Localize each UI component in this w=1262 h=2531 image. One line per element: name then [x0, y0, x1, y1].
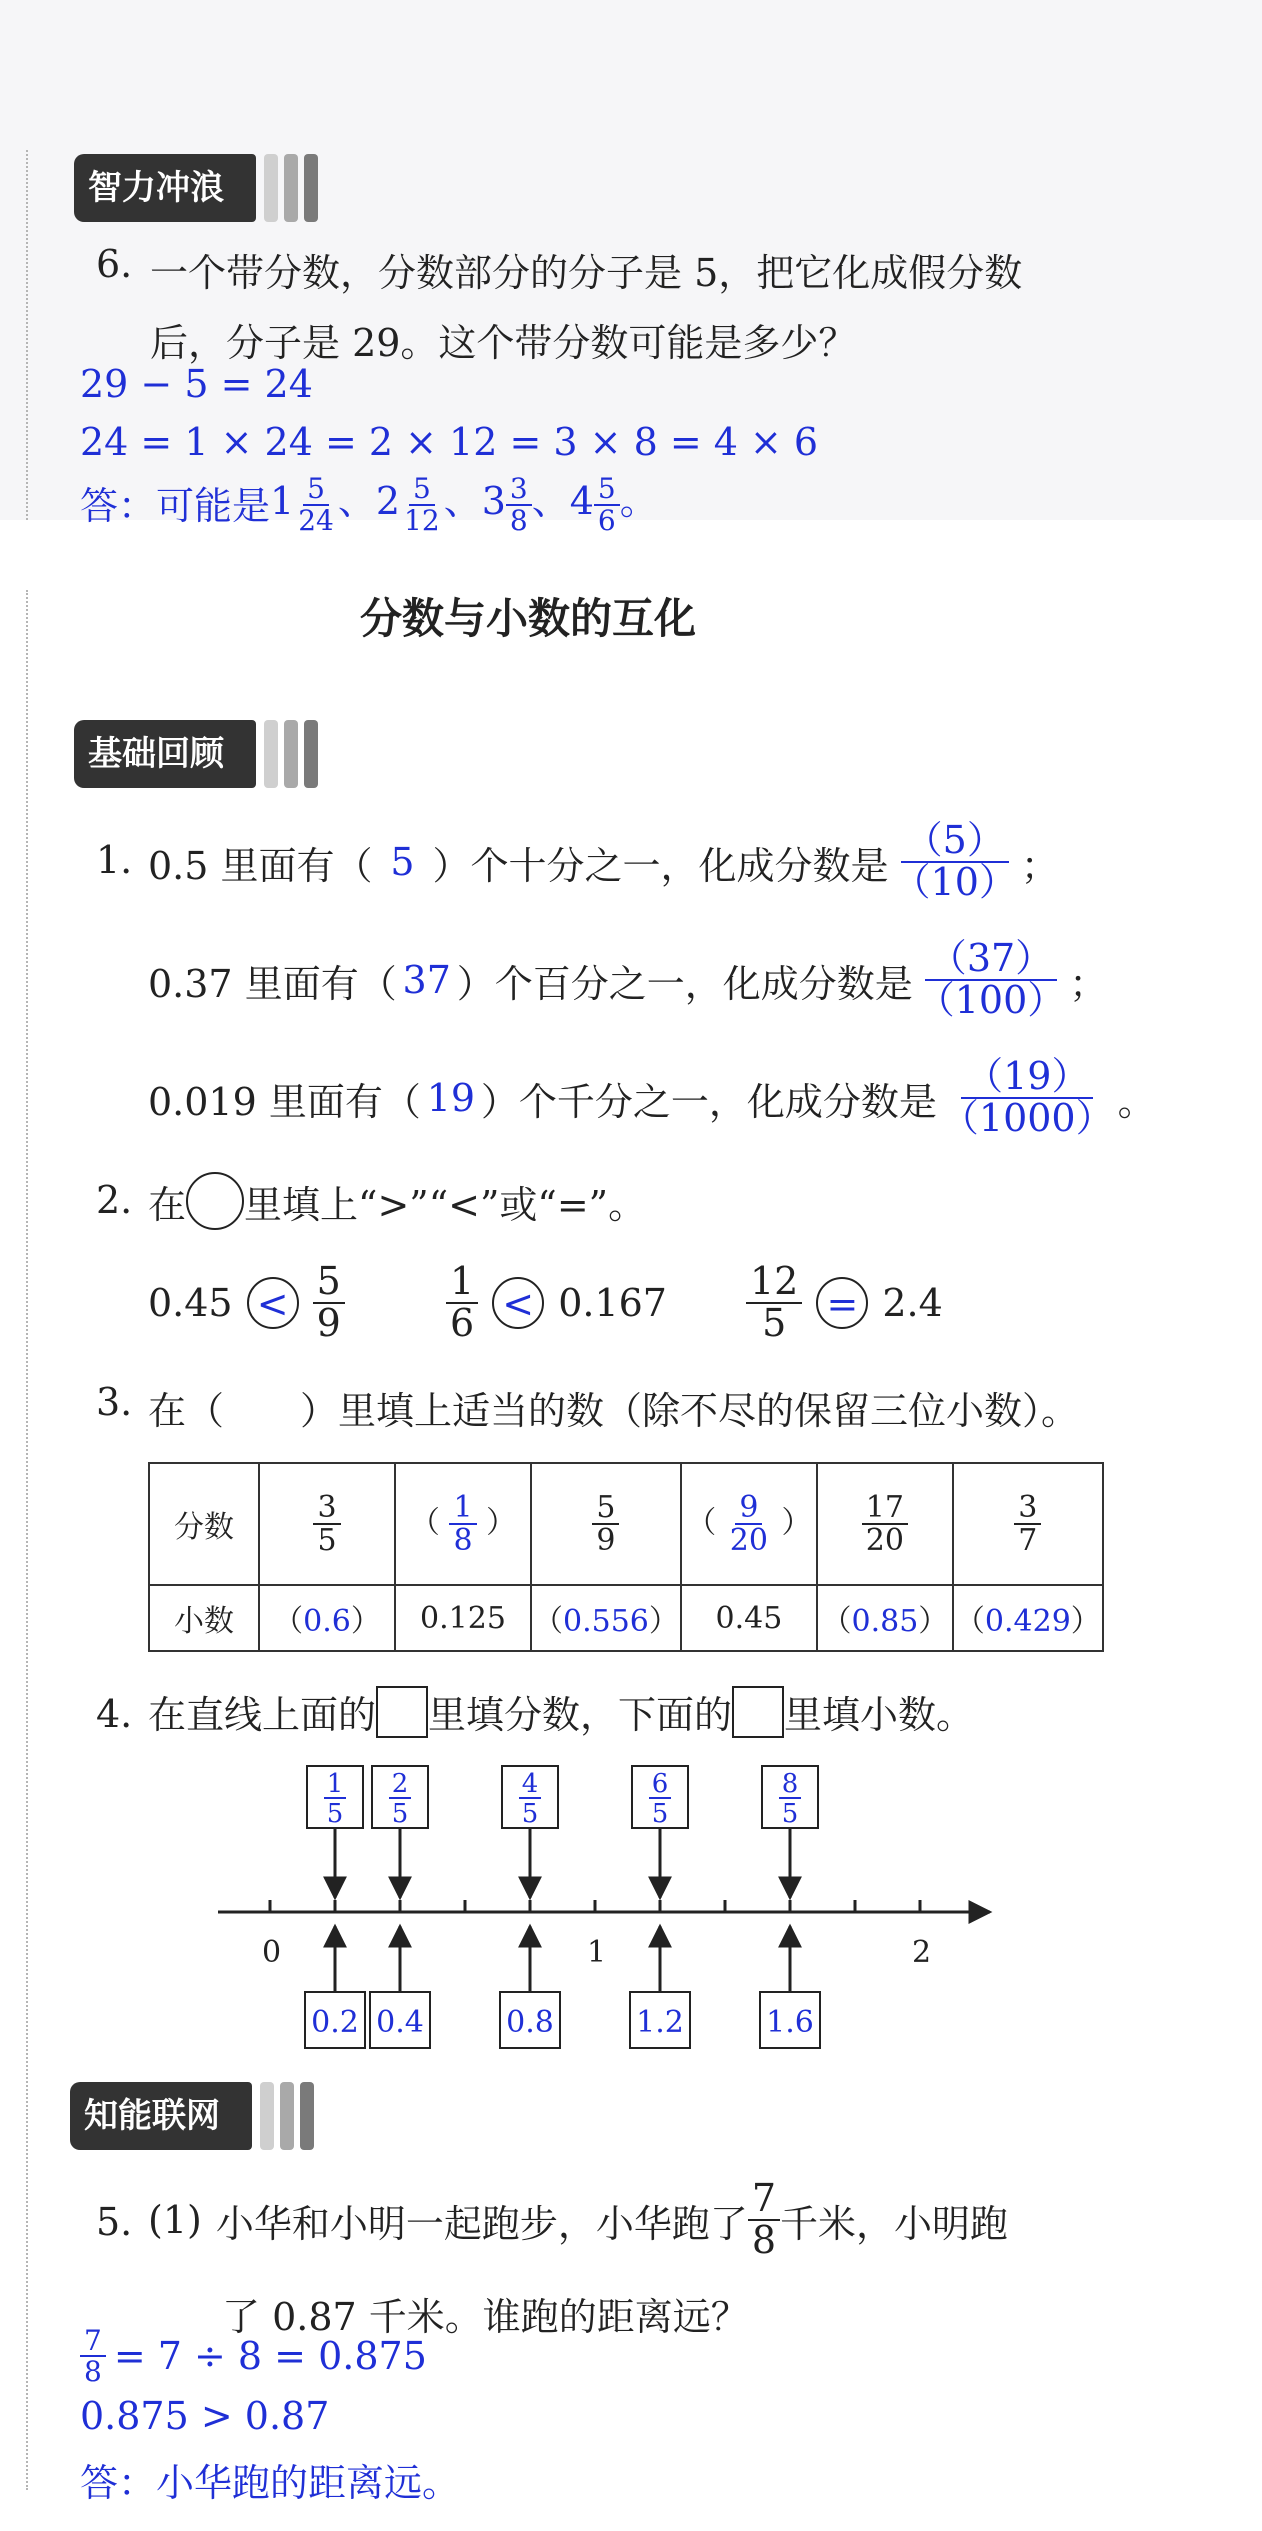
- table-row: [149, 1463, 1103, 1585]
- lesson-title: 分数与小数的互化: [360, 594, 697, 643]
- fraction-numerator: 1: [326, 1769, 344, 1799]
- answer-line: 答：小华跑的距离远。: [80, 2461, 461, 2505]
- question-text: 一个带分数，分数部分的分子是 5，把它化成假分数: [150, 251, 1023, 295]
- table-header-cell: 小数: [149, 1585, 259, 1651]
- table-cell: （ $\frac{1}{8}$ ）: [395, 1463, 531, 1585]
- table-row: [149, 1585, 1103, 1651]
- number-line-tick-label: 0: [262, 1935, 282, 1970]
- fraction: $\frac{5}{9}$: [313, 1262, 345, 1344]
- answer-blank: 19: [426, 1076, 476, 1120]
- table-header-cell: 分数: [149, 1463, 259, 1585]
- section-badge-challenge: 智力冲浪: [74, 154, 256, 222]
- table-cell: （0.429）: [953, 1585, 1103, 1651]
- mixed-number: 2 $\frac{5}{12}$ 、: [375, 472, 482, 537]
- table-cell: （ $\frac{9}{20}$ ）: [681, 1463, 817, 1585]
- badge-stripes-icon: [260, 2082, 314, 2150]
- badge-stripes-icon: [264, 154, 318, 222]
- fraction-numerator: 8: [781, 1769, 799, 1799]
- fraction: $\frac{(5)}{(10)}$: [892, 818, 1017, 904]
- table-cell: （0.556）: [531, 1585, 681, 1651]
- table-cell: $\frac{5}{9}$: [531, 1463, 681, 1585]
- fraction-numerator: 4: [521, 1769, 539, 1799]
- answer-line: [80, 470, 658, 535]
- badge-stripes-icon: [264, 720, 318, 788]
- blank-box-icon: [376, 1686, 428, 1738]
- fraction: $\frac{1}{6}$: [446, 1262, 478, 1344]
- table-cell: $\frac{17}{20}$: [817, 1463, 953, 1585]
- fraction: $\frac{12}{5}$: [746, 1262, 802, 1344]
- answer-blank: 37: [402, 958, 451, 1002]
- answer-line: 29 − 5 = 24: [80, 362, 313, 406]
- question-number: 3.: [96, 1380, 133, 1424]
- fraction-denominator: 5: [781, 1799, 799, 1829]
- question-text: 后，分子是 29。这个带分数可能是多少？: [150, 321, 857, 365]
- number-line-tick-label: 1: [587, 1935, 607, 1970]
- answer-line: 24 = 1 × 24 = 2 × 12 = 3 × 8 = 4 × 6: [80, 420, 819, 464]
- answer-prefix: 答：可能是: [80, 483, 271, 528]
- answer-line: 0.875 > 0.87: [80, 2394, 330, 2438]
- compare-item: 0.45 < $\frac{5}{9}$: [148, 1262, 345, 1344]
- fraction: $\frac{7}{8}$: [748, 2179, 780, 2261]
- fraction-denominator: 5: [391, 1799, 409, 1829]
- fraction-denominator: 5: [521, 1799, 539, 1829]
- fraction-denominator: 5: [651, 1799, 669, 1829]
- question-number: 2.: [96, 1178, 133, 1222]
- compare-sign: =: [816, 1277, 868, 1329]
- compare-item: $\frac{12}{5}$ = 2.4: [746, 1262, 943, 1344]
- question-text: 了 0.87 千米。谁跑的距离远？: [222, 2295, 749, 2339]
- compare-sign: <: [492, 1277, 544, 1329]
- question-number: 6.: [96, 242, 133, 286]
- q2-text: 在 里填上“>”“<”或“=”。: [148, 1172, 646, 1230]
- margin-dotted-line-top: [26, 150, 28, 520]
- decimal-value: 1.6: [766, 2005, 814, 2040]
- table-cell: $\frac{3}{5}$: [259, 1463, 395, 1585]
- blank-box-icon: [732, 1686, 784, 1738]
- decimal-value: 0.2: [311, 2005, 359, 2040]
- decimal-value: 0.4: [376, 2005, 424, 2040]
- number-line-tick-label: 2: [912, 1935, 932, 1970]
- question-number: 5.: [96, 2200, 133, 2244]
- fraction-denominator: 5: [326, 1799, 344, 1829]
- blank-circle-icon: [186, 1172, 244, 1230]
- table-cell: （0.6）: [259, 1585, 395, 1651]
- compare-sign: <: [247, 1277, 299, 1329]
- compare-item: $\frac{1}{6}$ < 0.167: [446, 1262, 667, 1344]
- q1-row: 0.019 里面有（ 19 ）个千分之一，化成分数是 $\frac{(19)}{(1000)}$ 。: [148, 1054, 1156, 1140]
- q1-row: 0.5 里面有（ 5 ）个十分之一，化成分数是 $\frac{(5)}{(10)}$ ；: [148, 818, 1059, 904]
- fraction-decimal-table: [148, 1462, 1104, 1652]
- answer-blank: 5: [390, 840, 415, 884]
- fraction-numerator: 6: [651, 1769, 669, 1799]
- question-number: 1.: [96, 838, 133, 882]
- fraction-numerator: 2: [391, 1769, 409, 1799]
- fraction: $\frac{(19)}{(1000)}$: [940, 1054, 1114, 1140]
- decimal-value: 0.8: [506, 2005, 554, 2040]
- margin-dotted-line-bottom: [26, 590, 28, 2490]
- table-cell: $\frac{3}{7}$: [953, 1463, 1103, 1585]
- answer-line: $\frac{7}{8}$ = 7 ÷ 8 = 0.875: [80, 2326, 427, 2387]
- number-line: [0, 1760, 1262, 2060]
- question-text: 在（ ）里填上适当的数（除不尽的保留三位小数）。: [148, 1389, 1080, 1433]
- mixed-number: 1 $\frac{5}{24}$ 、: [270, 472, 376, 537]
- table-cell: （0.85）: [817, 1585, 953, 1651]
- question-text: (1) 小华和小明一起跑步，小华跑了 $\frac{7}{8}$ 千米，小明跑: [148, 2176, 1009, 2262]
- section-badge-link: 知能联网: [70, 2082, 252, 2150]
- question-text: 在直线上面的 里填分数，下面的 里填小数。: [148, 1684, 974, 1739]
- section-badge-basics: 基础回顾: [74, 720, 256, 788]
- fraction: $\frac{(37)}{(100)}$: [916, 936, 1066, 1022]
- question-number: 4.: [96, 1692, 133, 1736]
- table-cell: 0.125: [395, 1585, 531, 1651]
- q1-row: 0.37 里面有（ 37 ）个百分之一，化成分数是 $\frac{(37)}{(100)}$ ；: [148, 936, 1108, 1022]
- mixed-number: 3 $\frac{3}{8}$ 、: [481, 472, 570, 537]
- mixed-number: 4 $\frac{5}{6}$ 。: [569, 472, 658, 537]
- table-cell: 0.45: [681, 1585, 817, 1651]
- decimal-value: 1.2: [636, 2005, 684, 2040]
